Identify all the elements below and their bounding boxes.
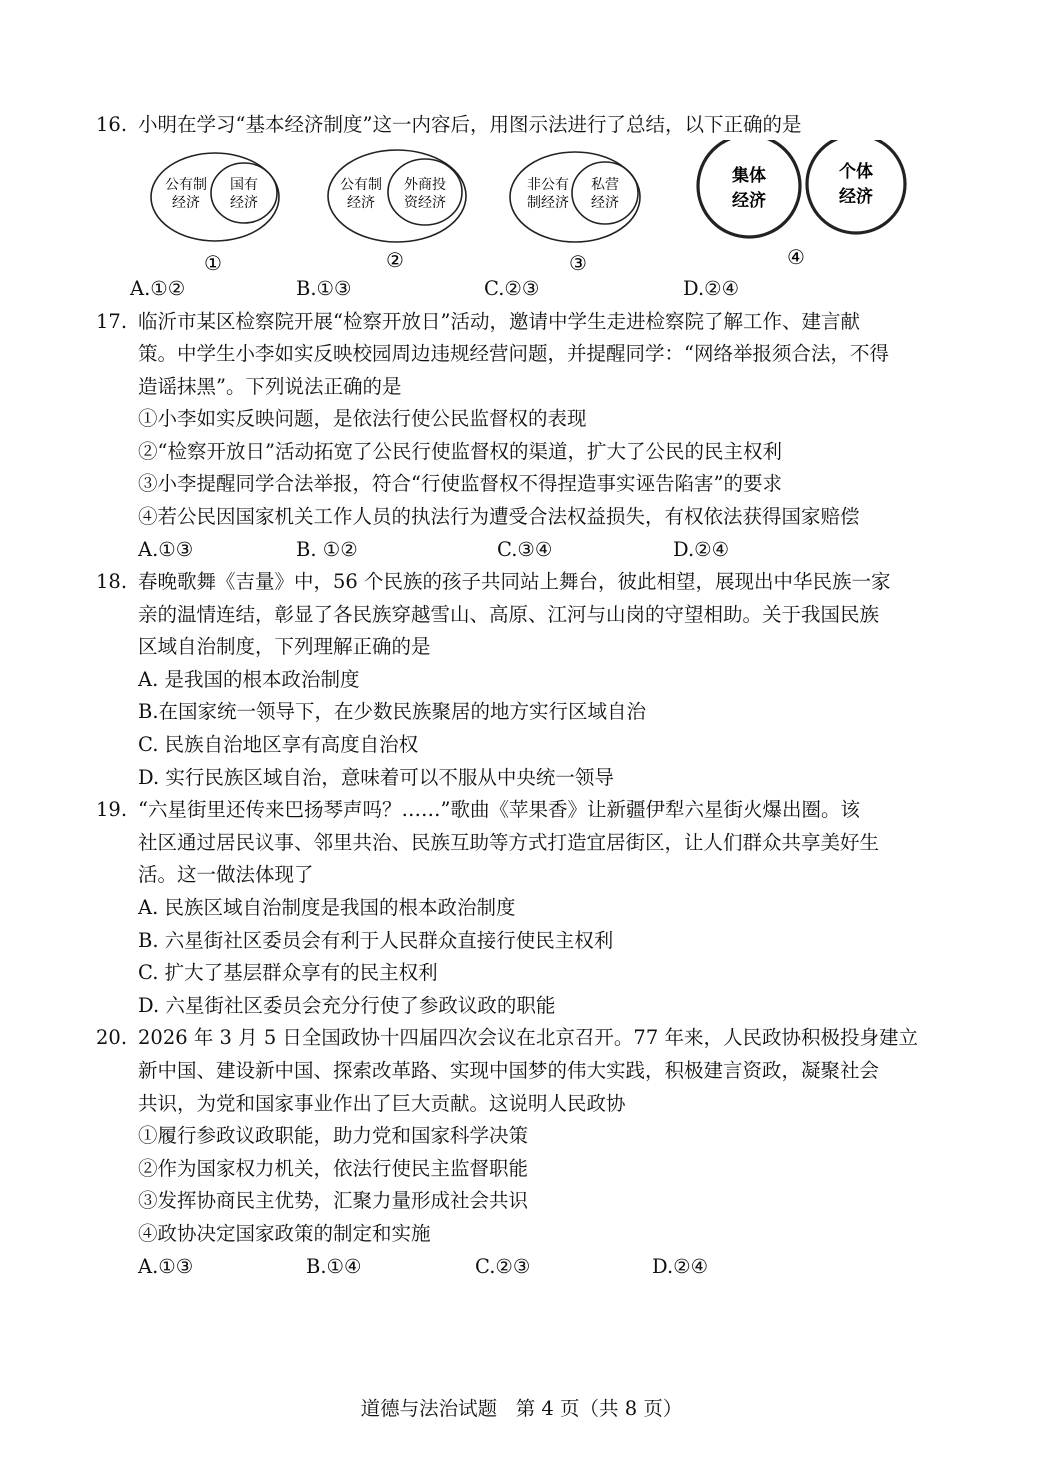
statement-3: ③发挥协商民主优势，汇聚力量形成社会共识 xyxy=(138,1189,529,1212)
question-number: 16. xyxy=(96,113,128,136)
diagram-4-tag: ④ xyxy=(787,245,805,269)
option-a[interactable]: A.①③ xyxy=(138,538,194,561)
page-footer: 道德与法治试题 第 4 页（共 8 页） xyxy=(360,1397,683,1420)
diagram-4-left-line1: 集体 xyxy=(732,166,766,186)
option-b[interactable]: B. ①② xyxy=(296,538,358,561)
diagram-3-inner-line1: 私营 xyxy=(591,177,619,193)
diagram-3-tag: ③ xyxy=(569,251,587,275)
statement-4: ④若公民因国家机关工作人员的执法行为遭受合法权益损失，有权依法获得国家赔偿 xyxy=(138,505,860,528)
diagram-1 xyxy=(151,153,279,275)
choice-c[interactable]: C. 扩大了基层群众享有的民主权利 xyxy=(138,961,438,984)
choice-d[interactable]: D. 六星街社区委员会充分行使了参政议政的职能 xyxy=(138,994,556,1017)
diagram-1-outer-line2: 经济 xyxy=(172,195,200,211)
question-number: 17. xyxy=(96,310,128,333)
diagram-3-inner-line2: 经济 xyxy=(591,195,619,211)
diagram-2-outer-line2: 经济 xyxy=(347,195,375,211)
diagram-1-inner-line1: 国有 xyxy=(230,177,258,193)
option-d[interactable]: D.②④ xyxy=(673,538,730,561)
choice-a[interactable]: A. 是我国的根本政治制度 xyxy=(138,668,360,691)
choice-a[interactable]: A. 民族区域自治制度是我国的根本政治制度 xyxy=(138,896,516,919)
question-stem-line: 亲的温情连结，彰显了各民族穿越雪山、高原、江河与山岗的守望相助。关于我国民族 xyxy=(138,603,880,626)
diagram-set xyxy=(0,140,1043,290)
statement-2: ②“检察开放日”活动拓宽了公民行使监督权的渠道，扩大了公民的民主权利 xyxy=(138,440,782,463)
diagram-2-inner-line2: 资经济 xyxy=(404,195,446,211)
question-stem-line: 临沂市某区检察院开展“检察开放日”活动，邀请中学生走进检察院了解工作、建言献 xyxy=(138,310,860,333)
option-c[interactable]: C.②③ xyxy=(475,1255,531,1278)
option-b[interactable]: B.①③ xyxy=(296,277,352,300)
diagram-4-right-line1: 个体 xyxy=(839,162,873,182)
statement-1: ①履行参政议政职能，助力党和国家科学决策 xyxy=(138,1124,529,1147)
question-stem-line: 活。这一做法体现了 xyxy=(138,863,314,886)
diagram-2-tag: ② xyxy=(386,248,404,272)
question-stem-line: 新中国、建设新中国、探索改革路、实现中国梦的伟大实践，积极建言资政，凝聚社会 xyxy=(138,1059,880,1082)
option-b[interactable]: B.①④ xyxy=(306,1255,362,1278)
question-stem-line: “六星街里还传来巴扬琴声吗？……”歌曲《苹果香》让新疆伊犁六星街火爆出圈。该 xyxy=(138,798,860,821)
option-c[interactable]: C.②③ xyxy=(484,277,540,300)
diagram-1-tag: ① xyxy=(204,251,222,275)
diagram-2-inner-line1: 外商投 xyxy=(404,177,446,193)
choice-d[interactable]: D. 实行民族区域自治，意味着可以不服从中央统一领导 xyxy=(138,766,614,789)
choice-b[interactable]: B.在国家统一领导下，在少数民族聚居的地方实行区域自治 xyxy=(138,700,647,723)
option-d[interactable]: D.②④ xyxy=(652,1255,709,1278)
question-stem-line: 春晚歌舞《吉量》中，56 个民族的孩子共同站上舞台，彼此相望，展现出中华民族一家 xyxy=(138,570,891,593)
question-number: 19. xyxy=(96,798,128,821)
diagram-2-outer-line1: 公有制 xyxy=(340,177,382,193)
question-stem-line: 共识，为党和国家事业作出了巨大贡献。这说明人民政协 xyxy=(138,1092,626,1115)
statement-4: ④政协决定国家政策的制定和实施 xyxy=(138,1222,431,1245)
diagram-3-outer-line1: 非公有 xyxy=(527,177,569,193)
option-a[interactable]: A.①② xyxy=(130,277,186,300)
statement-3: ③小李提醒同学合法举报，符合“行使监督权不得捏造事实诬告陷害”的要求 xyxy=(138,472,782,495)
statement-2: ②作为国家权力机关，依法行使民主监督职能 xyxy=(138,1157,529,1180)
statement-1: ①小李如实反映问题，是依法行使公民监督权的表现 xyxy=(138,407,587,430)
diagram-4-right-line2: 经济 xyxy=(839,187,873,207)
option-d[interactable]: D.②④ xyxy=(683,277,740,300)
question-stem-line: 策。中学生小李如实反映校园周边违规经营问题，并提醒同学：“网络举报须合法，不得 xyxy=(138,342,889,365)
choice-b[interactable]: B. 六星街社区委员会有利于人民群众直接行使民主权利 xyxy=(138,929,614,952)
choice-c[interactable]: C. 民族自治地区享有高度自治权 xyxy=(138,733,419,756)
diagram-4-left-line2: 经济 xyxy=(732,191,766,211)
diagram-3 xyxy=(510,152,640,275)
diagram-1-outer-line1: 公有制 xyxy=(165,177,207,193)
diagram-3-outer-line2: 制经济 xyxy=(527,195,569,211)
question-stem-line: 区域自治制度，下列理解正确的是 xyxy=(138,635,431,658)
option-c[interactable]: C.③④ xyxy=(497,538,553,561)
question-number: 20. xyxy=(96,1026,128,1049)
question-stem-line: 2026 年 3 月 5 日全国政协十四届四次会议在北京召开。77 年来，人民政协积极投身建立 xyxy=(138,1026,918,1049)
diagram-4 xyxy=(698,140,905,269)
option-a[interactable]: A.①③ xyxy=(138,1255,194,1278)
question-stem-line: 社区通过居民议事、邻里共治、民族互助等方式打造宜居街区，让人们群众共享美好生 xyxy=(138,831,880,854)
question-stem: 小明在学习“基本经济制度”这一内容后，用图示法进行了总结，以下正确的是 xyxy=(138,113,802,136)
diagram-2 xyxy=(328,150,466,272)
question-number: 18. xyxy=(96,570,128,593)
question-stem-line: 造谣抹黑”。下列说法正确的是 xyxy=(138,375,402,398)
diagram-1-inner-line2: 经济 xyxy=(230,195,258,211)
